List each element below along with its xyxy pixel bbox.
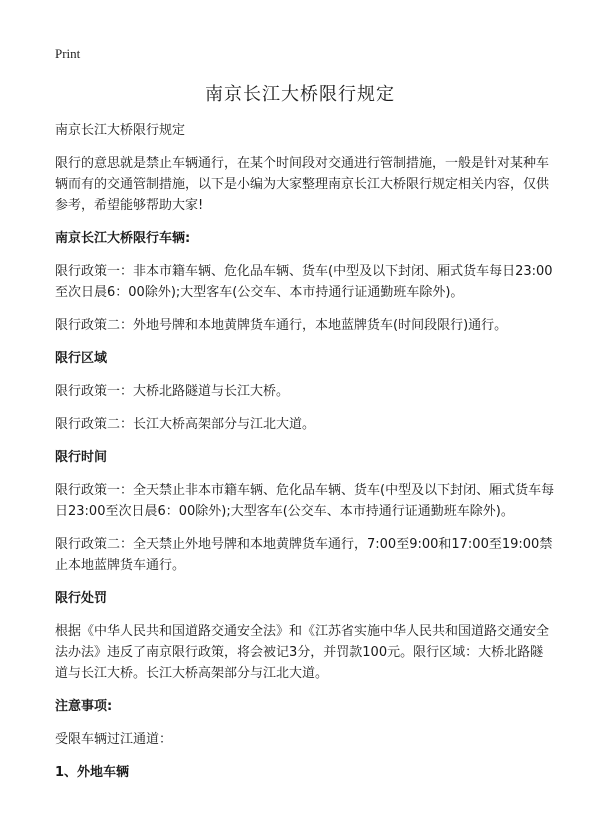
section-heading-nonlocal-vehicles: 1、外地车辆 xyxy=(55,765,130,780)
document-subtitle: 南京长江大桥限行规定 xyxy=(55,123,186,138)
print-link[interactable]: Print xyxy=(55,46,81,61)
section-heading-area: 限行区域 xyxy=(55,351,108,366)
section-heading-notes: 注意事项: xyxy=(55,699,113,714)
time-policy-2: 限行政策二：全天禁止外地号牌和本地黄牌货车通行，7:00至9:00和17:00至19:00禁止本地蓝牌货车通行。 xyxy=(55,537,553,573)
section-heading-penalty: 限行处罚 xyxy=(55,591,108,606)
section-heading-vehicles: 南京长江大桥限行车辆: xyxy=(55,231,191,246)
document-body xyxy=(55,120,555,795)
notes-paragraph: 受限车辆过江通道： xyxy=(55,732,173,747)
page-title: 南京长江大桥限行规定 xyxy=(205,84,395,105)
section-heading-time: 限行时间 xyxy=(55,450,108,465)
intro-paragraph: 限行的意思就是禁止车辆通行，在某个时间段对交通进行管制措施，一般是针对某种车辆而有的交通管制措施，以下是小编为大家整理南京长江大桥限行规定相关内容，仅供参考，希望能够帮助大家! xyxy=(55,156,550,213)
area-policy-2: 限行政策二：长江大桥高架部分与江北大道。 xyxy=(55,417,316,432)
penalty-paragraph: 根据《中华人民共和国道路交通安全法》和《江苏省实施中华人民共和国道路交通安全法办法》违反了南京限行政策，将会被记3分，并罚款100元。限行区域：大桥北路隧道与长江大桥。长江大桥高架部分与江北大道。 xyxy=(55,624,550,681)
time-policy-1: 限行政策一：全天禁止非本市籍车辆、危化品车辆、货车(中型及以下封闭、厢式货车每日23:00至次日晨6：00除外);大型客车(公交车、本市持通行证通勤班车除外)。 xyxy=(55,483,555,519)
vehicles-policy-1: 限行政策一：非本市籍车辆、危化品车辆、货车(中型及以下封闭、厢式货车每日23:00至次日晨6：00除外);大型客车(公交车、本市持通行证通勤班车除外)。 xyxy=(55,264,553,300)
area-policy-1: 限行政策一：大桥北路隧道与长江大桥。 xyxy=(55,384,290,399)
vehicles-policy-2: 限行政策二：外地号牌和本地黄牌货车通行，本地蓝牌货车(时间段限行)通行。 xyxy=(55,318,508,333)
